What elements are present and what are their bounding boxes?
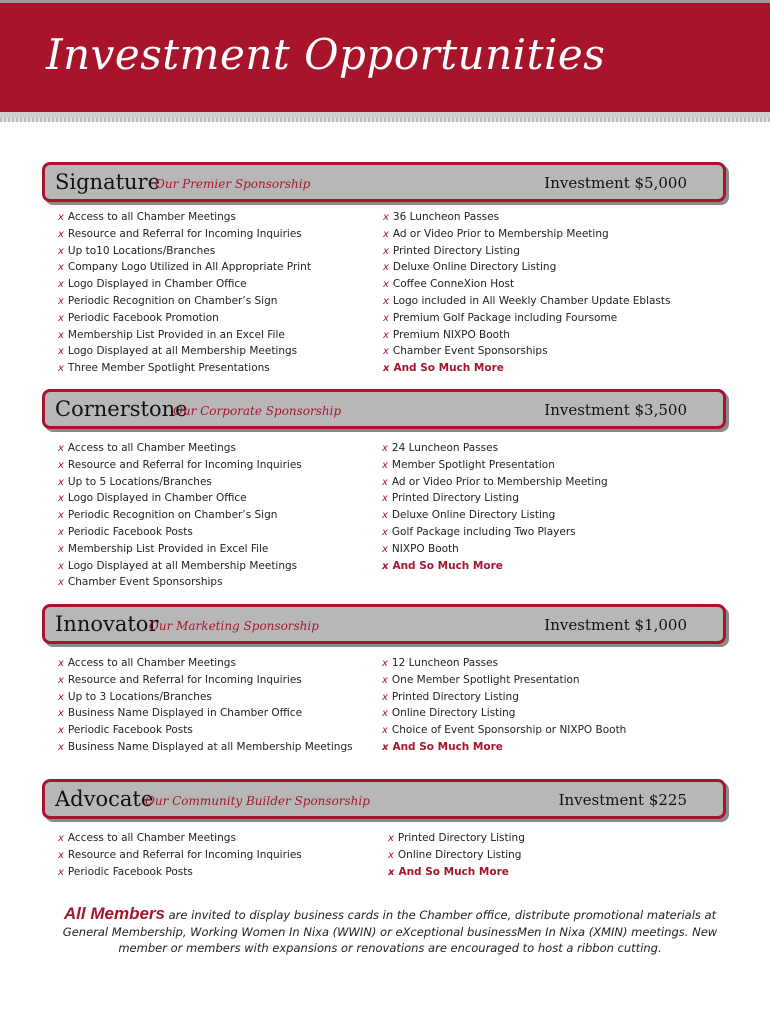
list-item: x Access to all Chamber Meetings: [58, 832, 236, 844]
tier-header-cornerstone: [42, 389, 726, 429]
x-mark-icon: x: [383, 329, 389, 341]
list-item: x Access to all Chamber Meetings: [58, 442, 236, 454]
list-item: x Periodic Facebook Posts: [58, 865, 193, 878]
x-mark-icon: x: [383, 346, 389, 358]
list-item: x Logo Displayed in Chamber Office: [58, 278, 247, 291]
benefit-list-right: [388, 830, 525, 880]
x-mark-icon: x: [58, 279, 64, 291]
list-item: x Resource and Referral for Incoming Inquiries: [58, 673, 302, 686]
x-mark-icon: x: [58, 212, 64, 223]
list-item: x Business Name Displayed in Chamber Office: [58, 707, 303, 720]
list-item: x Logo Displayed at all Membership Meetings: [58, 345, 298, 358]
list-item: x Online Directory Listing: [388, 848, 522, 861]
benefit-list-left: [58, 830, 302, 880]
x-mark-icon: x: [382, 510, 388, 522]
list-item: x Access to all Chamber Meetings: [58, 657, 236, 669]
list-item: x Periodic Facebook Posts: [58, 525, 193, 538]
x-mark-icon: x: [383, 363, 390, 375]
x-mark-icon: x: [383, 262, 389, 274]
list-item: x Periodic Facebook Promotion: [58, 311, 219, 324]
x-mark-icon: x: [388, 866, 395, 878]
tier-investment: Investment $3,500: [544, 401, 687, 419]
list-item: x Premium Golf Package including Foursome: [383, 311, 618, 324]
list-item: x 24 Luncheon Passes: [382, 442, 499, 454]
list-item: x Logo included in All Weekly Chamber Update Eblasts: [383, 294, 671, 307]
x-mark-icon: x: [58, 725, 64, 737]
tier-name: Advocate: [55, 787, 154, 811]
x-mark-icon: x: [58, 526, 64, 538]
tier-name: Cornerstone: [55, 397, 188, 421]
tier-name: Signature: [55, 170, 161, 194]
x-mark-icon: x: [388, 849, 394, 861]
list-item: x Up to 5 Locations/Branches: [58, 475, 212, 488]
list-item: x Golf Package including Two Players: [382, 525, 576, 538]
list-item: x Resource and Referral for Incoming Inquiries: [58, 848, 302, 861]
x-mark-icon: x: [388, 833, 394, 844]
x-mark-icon: x: [382, 560, 389, 572]
x-mark-icon: x: [382, 459, 388, 471]
tier-header-advocate: [42, 779, 726, 819]
x-mark-icon: x: [383, 279, 389, 291]
page-title: Investment Opportunities: [46, 30, 606, 79]
x-mark-icon: x: [58, 262, 64, 274]
list-item: x Logo Displayed at all Membership Meetings: [58, 559, 298, 572]
list-item: x 36 Luncheon Passes: [383, 211, 500, 223]
x-mark-icon: x: [58, 245, 64, 257]
x-mark-icon: x: [383, 212, 389, 223]
and-so-much-more: x And So Much More: [382, 740, 503, 753]
list-item: x Membership List Provided in an Excel File: [58, 328, 285, 341]
list-item: x Ad or Video Prior to Membership Meeting: [383, 227, 609, 240]
x-mark-icon: x: [383, 245, 389, 257]
x-mark-icon: x: [58, 543, 64, 555]
tier-tagline: Our Corporate Sponsorship: [173, 404, 342, 418]
x-mark-icon: x: [58, 228, 64, 240]
x-mark-icon: x: [382, 443, 388, 454]
list-item: x Three Member Spotlight Presentations: [58, 362, 270, 375]
x-mark-icon: x: [382, 725, 388, 737]
x-mark-icon: x: [58, 674, 64, 686]
x-mark-icon: x: [58, 741, 64, 753]
and-so-much-more: x And So Much More: [383, 362, 504, 375]
x-mark-icon: x: [58, 658, 64, 669]
list-item: x Company Logo Utilized in All Appropriate Print: [58, 261, 311, 274]
x-mark-icon: x: [58, 295, 64, 307]
tier-investment: Investment $1,000: [544, 616, 687, 634]
list-item: x Deluxe Online Directory Listing: [382, 509, 556, 522]
all-members-text: are invited to display business cards in the Chamber office, distribute promotional materials at General Membership, Working Women In Nixa (WWIN) or eXceptional businessMen In Nixa (XMIN) meetings. New member or members with expansions or renovations are encouraged to host a ribbon cutting.: [62, 908, 718, 955]
list-item: x Printed Directory Listing: [388, 832, 525, 844]
list-item: x Ad or Video Prior to Membership Meeting: [382, 475, 608, 488]
list-item: x Membership List Provided in Excel File: [58, 542, 269, 555]
and-so-much-more: x And So Much More: [382, 559, 503, 572]
benefit-list-right: [382, 440, 608, 574]
list-item: x Online Directory Listing: [382, 707, 516, 720]
x-mark-icon: x: [58, 476, 64, 488]
list-item: x Coffee ConneXion Host: [383, 278, 515, 291]
list-item: x Periodic Facebook Posts: [58, 724, 193, 737]
tier-name: Innovator: [55, 612, 159, 636]
tier-tagline: Our Premier Sponsorship: [155, 177, 311, 191]
x-mark-icon: x: [382, 674, 388, 686]
benefit-list-right: [383, 209, 671, 377]
list-item: x Business Name Displayed at all Membership Meetings: [58, 740, 353, 753]
list-item: x Access to all Chamber Meetings: [58, 211, 236, 223]
list-item: x Chamber Event Sponsorships: [383, 345, 548, 358]
tier-tagline: Our Community Builder Sponsorship: [145, 794, 370, 808]
benefit-list-left: [58, 440, 302, 591]
list-item: x Premium NIXPO Booth: [383, 328, 510, 341]
x-mark-icon: x: [382, 691, 388, 703]
all-members-lead: All Members: [63, 904, 165, 923]
list-item: x Resource and Referral for Incoming Inquiries: [58, 458, 302, 471]
benefit-list-left: [58, 655, 353, 756]
x-mark-icon: x: [382, 476, 388, 488]
list-item: x One Member Spotlight Presentation: [382, 673, 580, 686]
tier-tagline: Our Marketing Sponsorship: [149, 619, 319, 633]
x-mark-icon: x: [58, 708, 64, 720]
x-mark-icon: x: [58, 833, 64, 844]
list-item: x 12 Luncheon Passes: [382, 657, 499, 669]
list-item: x Choice of Event Sponsorship or NIXPO Booth: [382, 724, 627, 737]
x-mark-icon: x: [58, 329, 64, 341]
and-so-much-more: x And So Much More: [388, 865, 509, 878]
list-item: x Chamber Event Sponsorships: [58, 576, 223, 589]
x-mark-icon: x: [383, 295, 389, 307]
title-banner: [0, 0, 770, 118]
list-item: x Up to 3 Locations/Branches: [58, 690, 212, 703]
list-item: x NIXPO Booth: [382, 542, 459, 555]
benefit-list-right: [382, 655, 626, 756]
x-mark-icon: x: [382, 526, 388, 538]
x-mark-icon: x: [382, 493, 388, 505]
list-item: x Periodic Recognition on Chamber’s Sign: [58, 509, 278, 522]
list-item: x Logo Displayed in Chamber Office: [58, 492, 247, 505]
x-mark-icon: x: [382, 741, 389, 753]
tier-investment: Investment $5,000: [544, 174, 687, 192]
tier-investment: Investment $225: [558, 791, 687, 809]
tier-header-innovator: [42, 604, 726, 644]
list-item: x Member Spotlight Presentation: [382, 458, 555, 471]
x-mark-icon: x: [382, 543, 388, 555]
benefit-list-left: [58, 209, 311, 377]
x-mark-icon: x: [58, 866, 64, 878]
x-mark-icon: x: [383, 312, 389, 324]
x-mark-icon: x: [58, 510, 64, 522]
list-item: x Up to10 Locations/Branches: [58, 244, 216, 257]
x-mark-icon: x: [58, 691, 64, 703]
tier-header-signature: [42, 162, 726, 202]
x-mark-icon: x: [58, 849, 64, 861]
x-mark-icon: x: [58, 577, 64, 589]
x-mark-icon: x: [382, 708, 388, 720]
list-item: x Printed Directory Listing: [383, 244, 520, 257]
x-mark-icon: x: [58, 346, 64, 358]
x-mark-icon: x: [383, 228, 389, 240]
all-members-note: [55, 906, 725, 957]
list-item: x Periodic Recognition on Chamber’s Sign: [58, 294, 278, 307]
x-mark-icon: x: [58, 560, 64, 572]
list-item: x Printed Directory Listing: [382, 690, 519, 703]
list-item: x Deluxe Online Directory Listing: [383, 261, 557, 274]
list-item: x Resource and Referral for Incoming Inquiries: [58, 227, 302, 240]
list-item: x Printed Directory Listing: [382, 492, 519, 505]
x-mark-icon: x: [58, 459, 64, 471]
x-mark-icon: x: [382, 658, 388, 669]
x-mark-icon: x: [58, 363, 64, 375]
x-mark-icon: x: [58, 443, 64, 454]
x-mark-icon: x: [58, 493, 64, 505]
x-mark-icon: x: [58, 312, 64, 324]
